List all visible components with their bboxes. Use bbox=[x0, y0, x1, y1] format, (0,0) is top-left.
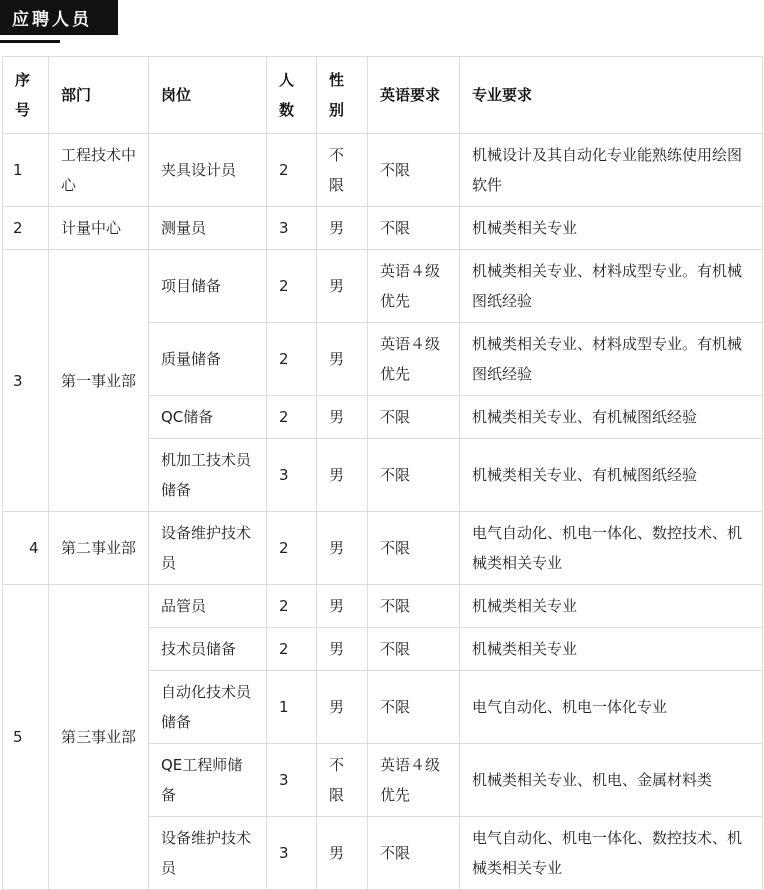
header-english: 英语要求 bbox=[368, 57, 460, 134]
seq-cell: 2 bbox=[3, 207, 49, 250]
header-dept: 部门 bbox=[49, 57, 149, 134]
gender-cell: 男 bbox=[317, 207, 368, 250]
position-cell: 机加工技术员储备 bbox=[149, 439, 267, 512]
english-cell: 英语４级优先 bbox=[368, 744, 460, 817]
position-cell: 设备维护技术员 bbox=[149, 512, 267, 585]
gender-cell: 男 bbox=[317, 323, 368, 396]
seq-cell: 5 bbox=[3, 585, 49, 890]
seq-cell: 3 bbox=[3, 250, 49, 512]
gender-cell: 男 bbox=[317, 439, 368, 512]
count-cell: 3 bbox=[267, 207, 317, 250]
position-cell: 夹具设计员 bbox=[149, 134, 267, 207]
major-cell: 机械类相关专业、有机械图纸经验 bbox=[460, 396, 763, 439]
gender-cell: 不限 bbox=[317, 744, 368, 817]
english-cell: 不限 bbox=[368, 439, 460, 512]
gender-cell: 男 bbox=[317, 628, 368, 671]
position-cell: 测量员 bbox=[149, 207, 267, 250]
dept-cell: 第一事业部 bbox=[49, 250, 149, 512]
table-row bbox=[3, 134, 763, 207]
position-cell: 技术员储备 bbox=[149, 628, 267, 671]
count-cell: 3 bbox=[267, 439, 317, 512]
header-gender: 性别 bbox=[317, 57, 368, 134]
count-cell: 2 bbox=[267, 250, 317, 323]
title-underline bbox=[0, 40, 60, 43]
seq-cell: 1 bbox=[3, 134, 49, 207]
english-cell: 不限 bbox=[368, 671, 460, 744]
dept-cell: 第二事业部 bbox=[49, 512, 149, 585]
dept-cell: 计量中心 bbox=[49, 207, 149, 250]
table-row bbox=[3, 512, 763, 585]
gender-cell: 男 bbox=[317, 512, 368, 585]
table-row bbox=[3, 585, 763, 628]
header-row bbox=[3, 57, 763, 134]
dept-cell: 工程技术中心 bbox=[49, 134, 149, 207]
english-cell: 不限 bbox=[368, 817, 460, 890]
english-cell: 不限 bbox=[368, 512, 460, 585]
major-cell: 机械类相关专业、材料成型专业。有机械图纸经验 bbox=[460, 323, 763, 396]
english-cell: 英语４级优先 bbox=[368, 323, 460, 396]
gender-cell: 男 bbox=[317, 396, 368, 439]
major-cell: 电气自动化、机电一体化、数控技术、机械类相关专业 bbox=[460, 817, 763, 890]
seq-cell: 4 bbox=[3, 512, 49, 585]
count-cell: 3 bbox=[267, 817, 317, 890]
dept-cell: 第三事业部 bbox=[49, 585, 149, 890]
count-cell: 1 bbox=[267, 671, 317, 744]
major-cell: 机械设计及其自动化专业能熟练使用绘图软件 bbox=[460, 134, 763, 207]
count-cell: 2 bbox=[267, 396, 317, 439]
gender-cell: 不限 bbox=[317, 134, 368, 207]
major-cell: 机械类相关专业、有机械图纸经验 bbox=[460, 439, 763, 512]
english-cell: 不限 bbox=[368, 628, 460, 671]
major-cell: 电气自动化、机电一体化、数控技术、机械类相关专业 bbox=[460, 512, 763, 585]
major-cell: 机械类相关专业、机电、金属材料类 bbox=[460, 744, 763, 817]
position-cell: 设备维护技术员 bbox=[149, 817, 267, 890]
position-cell: 品管员 bbox=[149, 585, 267, 628]
english-cell: 不限 bbox=[368, 585, 460, 628]
recruitment-table bbox=[2, 56, 763, 890]
position-cell: 自动化技术员储备 bbox=[149, 671, 267, 744]
table-row bbox=[3, 207, 763, 250]
major-cell: 机械类相关专业 bbox=[460, 585, 763, 628]
position-cell: 项目储备 bbox=[149, 250, 267, 323]
english-cell: 不限 bbox=[368, 134, 460, 207]
major-cell: 机械类相关专业 bbox=[460, 628, 763, 671]
position-cell: QC储备 bbox=[149, 396, 267, 439]
english-cell: 英语４级优先 bbox=[368, 250, 460, 323]
header-major: 专业要求 bbox=[460, 57, 763, 134]
major-cell: 电气自动化、机电一体化专业 bbox=[460, 671, 763, 744]
gender-cell: 男 bbox=[317, 817, 368, 890]
major-cell: 机械类相关专业 bbox=[460, 207, 763, 250]
count-cell: 2 bbox=[267, 628, 317, 671]
english-cell: 不限 bbox=[368, 207, 460, 250]
count-cell: 3 bbox=[267, 744, 317, 817]
header-seq: 序号 bbox=[3, 57, 49, 134]
table-row bbox=[3, 250, 763, 323]
position-cell: 质量储备 bbox=[149, 323, 267, 396]
count-cell: 2 bbox=[267, 585, 317, 628]
section-title: 应聘人员 bbox=[0, 0, 118, 35]
position-cell: QE工程师储备 bbox=[149, 744, 267, 817]
gender-cell: 男 bbox=[317, 671, 368, 744]
english-cell: 不限 bbox=[368, 396, 460, 439]
count-cell: 2 bbox=[267, 134, 317, 207]
gender-cell: 男 bbox=[317, 585, 368, 628]
major-cell: 机械类相关专业、材料成型专业。有机械图纸经验 bbox=[460, 250, 763, 323]
gender-cell: 男 bbox=[317, 250, 368, 323]
header-position: 岗位 bbox=[149, 57, 267, 134]
count-cell: 2 bbox=[267, 512, 317, 585]
count-cell: 2 bbox=[267, 323, 317, 396]
header-count: 人数 bbox=[267, 57, 317, 134]
